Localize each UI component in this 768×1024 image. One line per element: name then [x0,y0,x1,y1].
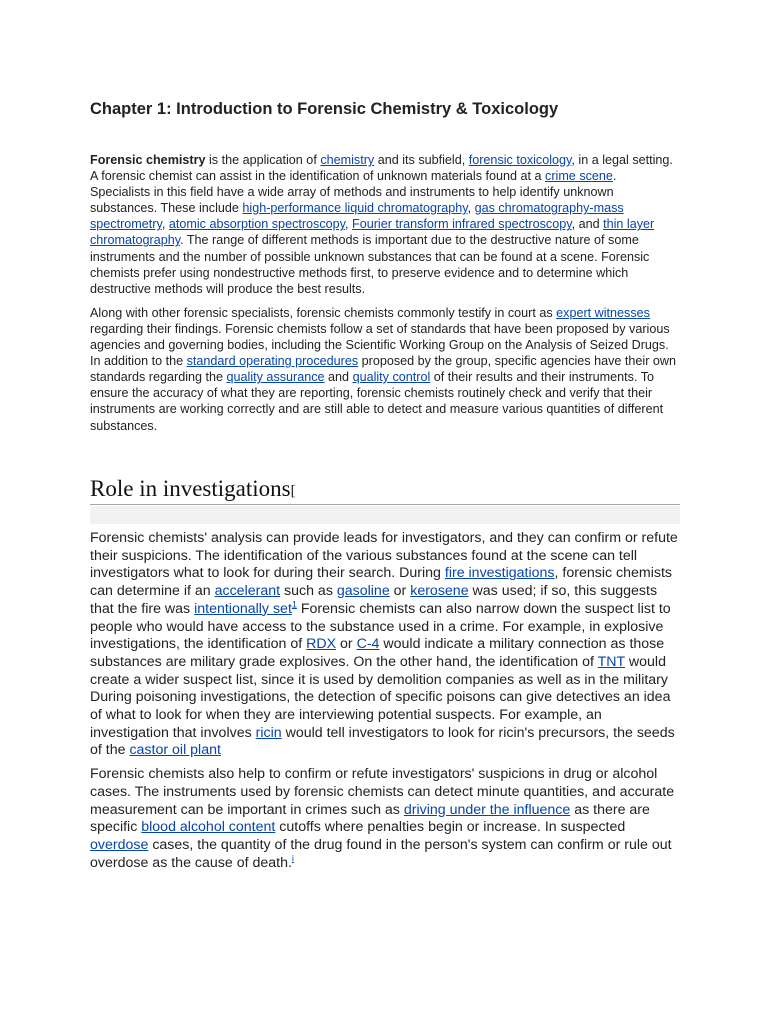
text-run: . The range of different methods is important due to the destructive nature of some instruments and the number of possible unknown substances that can be found at a scene. Forensic chemists prefer using nondestructive methods first, to preserve evidence and to determine which destructive methods will produce the best results. [90,233,650,296]
chapter-title: Chapter 1: Introduction to Forensic Chemistry & Toxicology [90,100,559,118]
role-section [90,530,684,878]
text-run: proposed by the group, specific agencies have their own standards regarding the [90,354,676,385]
role-paragraph-2 [90,766,684,872]
link-quality-control[interactable]: quality control [352,370,431,385]
link-standard-operating-procedures[interactable]: standard operating procedures [186,354,359,369]
link-ricin[interactable]: ricin [255,724,282,741]
footnote-ref-1[interactable]: 1 [291,599,297,610]
link-castor-oil-plant[interactable]: castor oil plant [129,742,221,759]
text-run: Forensic chemists can also narrow down the suspect list to people who would have access to the substance used in a crime. For example, in explosive investigations, the identification of [90,600,671,653]
text-run: Along with other forensic specialists, forensic chemists commonly testify in court as [90,305,557,320]
link-c4[interactable]: C-4 [356,636,380,653]
text-run: such as [280,583,337,600]
link-blood-alcohol-content[interactable]: blood alcohol content [141,819,276,836]
text-run: of their results and their instruments. To ensure the accuracy of what they are reporting, forensic chemists routinely check and verify that their instruments are working correctly and are still able to detect and measure various quantities of different substances. [90,370,664,433]
intro-paragraph-1 [90,152,680,297]
link-chemistry[interactable]: chemistry [320,153,375,167]
link-atomic-absorption[interactable]: atomic absorption spectroscopy [168,217,346,232]
link-kerosene[interactable]: kerosene [410,583,469,600]
heading-text: Role in investigations [90,476,291,501]
section-heading [90,476,680,505]
link-intentionally-set[interactable]: intentionally set [194,600,292,617]
footnote-ref-2[interactable]: i [291,852,294,863]
text-run: , [345,217,353,232]
bold-term: Forensic chemistry [90,153,206,167]
text-run: and [324,370,353,385]
role-paragraph-1 [90,530,684,760]
link-gasoline[interactable]: gasoline [336,583,390,600]
text-run: or [336,636,357,653]
text-run: , and [571,217,604,232]
heading-bracket: [ [290,483,296,499]
text-run: . Specialists in this field have a wide array of methods and instruments to help identify unknown substances. These include [90,169,617,216]
link-accelerant[interactable]: accelerant [214,583,281,600]
text-run: cases, the quantity of the drug found in the person's system can confirm or rule out overdose as the cause of death. [90,836,672,871]
link-forensic-toxicology[interactable]: forensic toxicology [468,153,572,167]
link-fire-investigations[interactable]: fire investigations [444,565,555,582]
text-run: Forensic chemists' analysis can provide leads for investigators, and they can confirm or refute their suspicions. The identification of the various substances found at the scene can tell investigators what to look for during their search. During [90,530,678,582]
text-run: , in a legal setting. A forensic chemist can assist in the identification of unknown materials found at a [90,153,673,184]
link-tnt[interactable]: TNT [597,653,625,670]
text-run: or [389,583,411,600]
link-hplc[interactable]: high-performance liquid chromatography [242,201,468,216]
text-run: was used; if so, this suggests that the fire was [90,583,658,617]
link-rdx[interactable]: RDX [306,636,337,653]
link-tlc[interactable]: thin layer chromatography [90,217,655,248]
link-gc-ms[interactable]: gas chromatography-mass spectrometry [90,201,624,232]
link-expert-witnesses[interactable]: expert witnesses [556,305,650,320]
text-run: Forensic chemists also help to confirm or refute investigators' suspicions in drug or alcohol cases. The instruments used by forensic chemists can detect minute quantities, and accurate measurement can be important in crimes such as [90,766,675,818]
link-driving-under-the-influence[interactable]: driving under the influence [403,801,571,818]
text-run: , [161,217,169,232]
text-run: would indicate a military connection as those substances are military grade explosives. On the other hand, the identification of [90,636,665,670]
intro-paragraph-2 [90,305,680,434]
divider-band [90,506,680,524]
link-quality-assurance[interactable]: quality assurance [226,370,325,385]
text-run: and its subfield, [374,153,469,167]
link-ftir[interactable]: Fourier transform infrared spectroscopy [352,217,572,232]
text-run: would tell investigators to look for ricin's precursors, the seeds of the [90,724,675,759]
text-run: regarding their findings. Forensic chemists follow a set of standards that have been proposed by various agencies and governing bodies, including the Scientific Working Group on the Analysis of Seized Drugs. In addition to the [90,321,670,369]
text-run: , [467,201,475,216]
text-run: , forensic chemists can determine if an [90,565,672,600]
link-overdose[interactable]: overdose [90,836,149,853]
text-run: cutoffs where penalties begin or increase. In suspected [275,819,626,836]
link-crime-scene[interactable]: crime scene [545,169,613,184]
intro-section [90,152,680,442]
text-run: is the application of [205,153,321,167]
text-run: as there are specific [90,801,650,836]
text-run: would create a wider suspect list, since it is used by demolition companies as well as in the military During poisoning investigations, the detection of specific poisons can give detectives an idea of what to look for when they are interviewing potential suspects. For example, an investigation that involves [90,653,671,741]
